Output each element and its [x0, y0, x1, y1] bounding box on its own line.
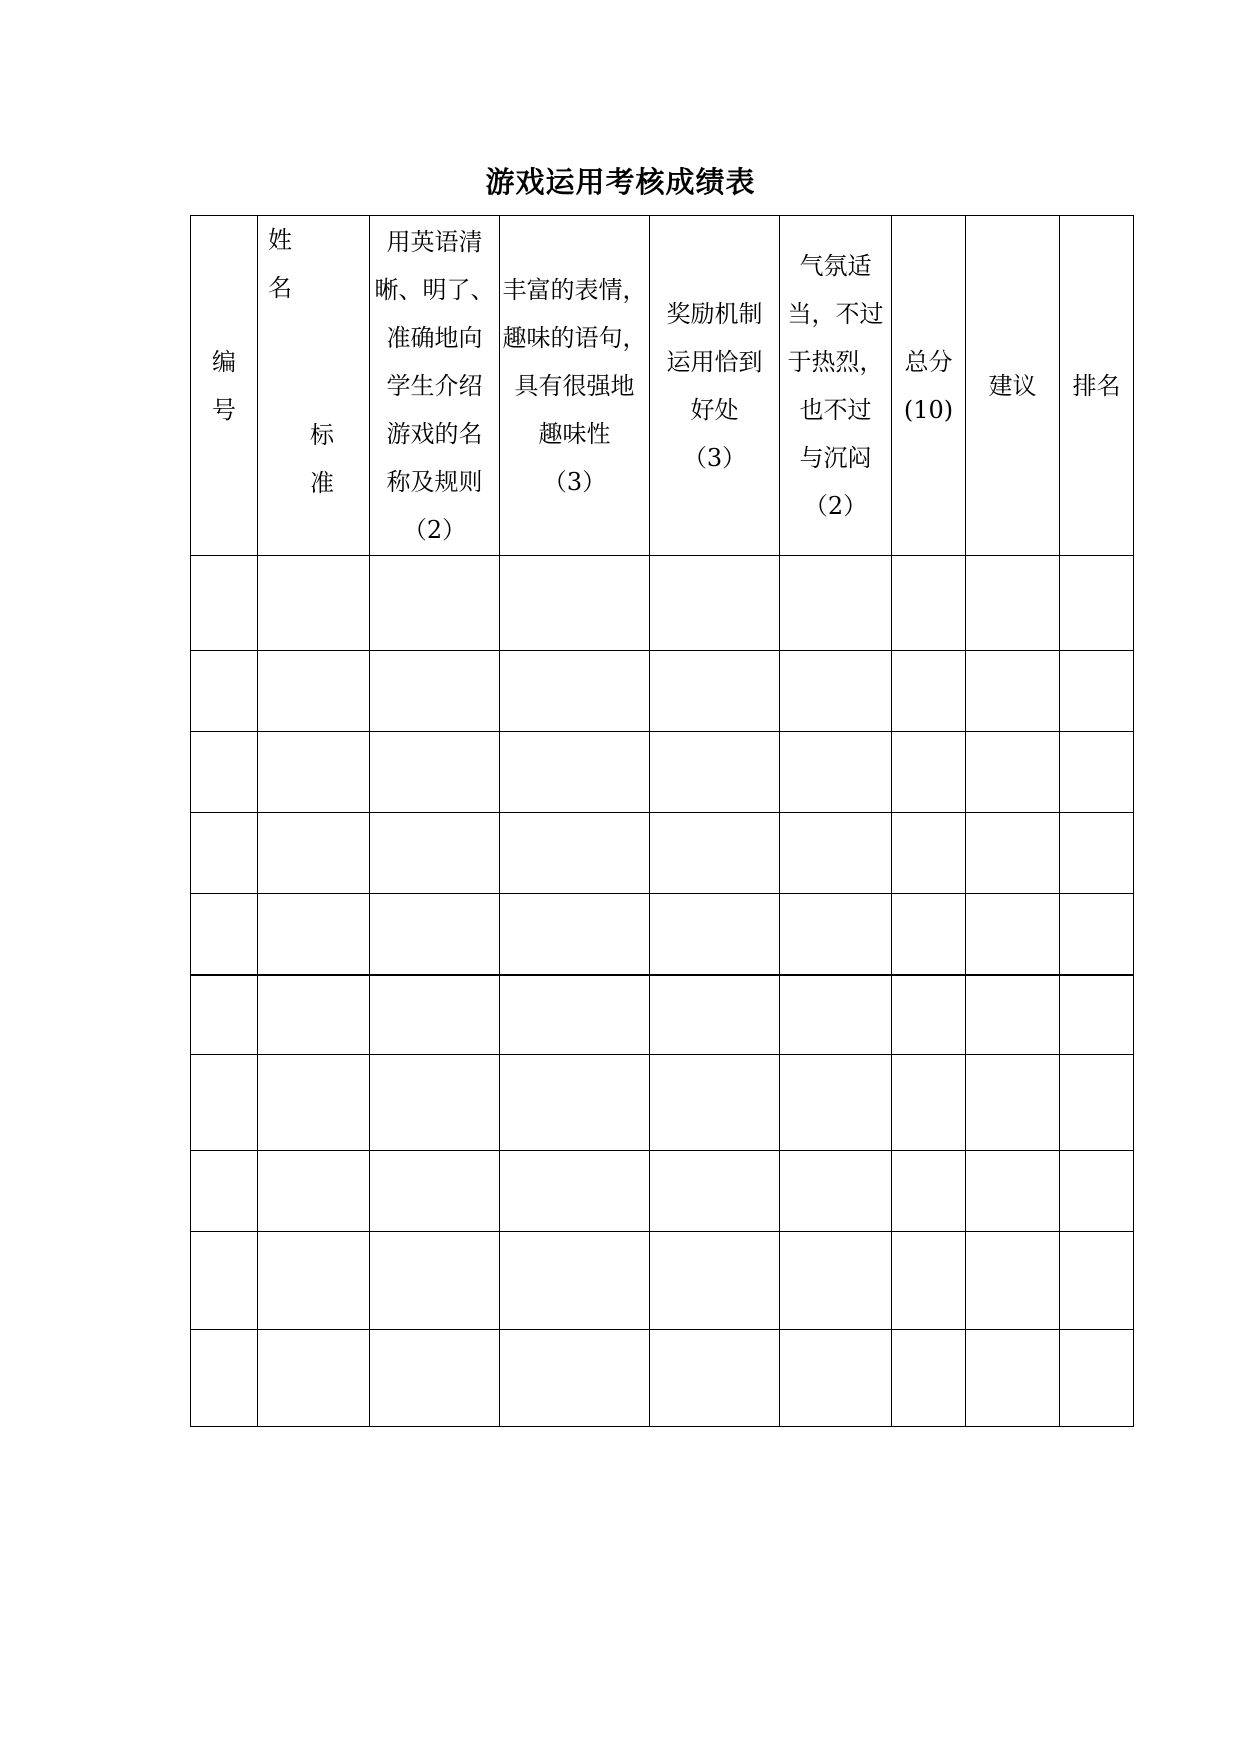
- table-body: [191, 556, 1134, 1427]
- cell-criterion-3[interactable]: [650, 651, 780, 732]
- table-row: [191, 732, 1134, 813]
- cell-criterion-1[interactable]: [370, 1232, 500, 1330]
- cell-rank[interactable]: [1060, 975, 1134, 1055]
- cell-total[interactable]: [892, 556, 966, 651]
- cell-name[interactable]: [258, 894, 370, 975]
- cell-name[interactable]: [258, 556, 370, 651]
- header-standard: 标 准: [310, 421, 334, 497]
- cell-number[interactable]: [191, 732, 258, 813]
- cell-suggestion[interactable]: [966, 1232, 1060, 1330]
- cell-criterion-3[interactable]: [650, 894, 780, 975]
- cell-criterion-4[interactable]: [780, 975, 892, 1055]
- header-row: [191, 216, 1134, 556]
- cell-number[interactable]: [191, 651, 258, 732]
- cell-number[interactable]: [191, 1232, 258, 1330]
- cell-criterion-3[interactable]: [650, 1151, 780, 1232]
- page-title: 游戏运用考核成绩表: [485, 165, 756, 199]
- cell-suggestion[interactable]: [966, 975, 1060, 1055]
- cell-criterion-2[interactable]: [500, 1151, 650, 1232]
- cell-criterion-1[interactable]: [370, 1151, 500, 1232]
- table-row: [191, 975, 1134, 1055]
- cell-suggestion[interactable]: [966, 1055, 1060, 1151]
- cell-criterion-1[interactable]: [370, 894, 500, 975]
- cell-number[interactable]: [191, 556, 258, 651]
- header-name: 姓 名: [268, 226, 292, 302]
- cell-criterion-4[interactable]: [780, 894, 892, 975]
- cell-name[interactable]: [258, 975, 370, 1055]
- cell-rank[interactable]: [1060, 732, 1134, 813]
- cell-name[interactable]: [258, 813, 370, 894]
- cell-criterion-1[interactable]: [370, 732, 500, 813]
- cell-criterion-3[interactable]: [650, 1232, 780, 1330]
- table-row: [191, 1232, 1134, 1330]
- cell-criterion-3[interactable]: [650, 1330, 780, 1427]
- cell-criterion-2[interactable]: [500, 651, 650, 732]
- table-row: [191, 1055, 1134, 1151]
- cell-suggestion[interactable]: [966, 732, 1060, 813]
- cell-suggestion[interactable]: [966, 651, 1060, 732]
- cell-criterion-4[interactable]: [780, 556, 892, 651]
- cell-total[interactable]: [892, 651, 966, 732]
- cell-criterion-2[interactable]: [500, 1330, 650, 1427]
- header-criterion-2: 丰富的表情， 趣味的语句， 具有很强地 趣味性 （3）: [500, 216, 650, 556]
- cell-total[interactable]: [892, 732, 966, 813]
- header-suggestion: 建议: [966, 216, 1060, 556]
- table-row: [191, 651, 1134, 732]
- table-row: [191, 1151, 1134, 1232]
- cell-name[interactable]: [258, 1151, 370, 1232]
- table-row: [191, 813, 1134, 894]
- score-table: [190, 215, 1134, 1427]
- cell-criterion-2[interactable]: [500, 1055, 650, 1151]
- cell-name[interactable]: [258, 1232, 370, 1330]
- cell-criterion-1[interactable]: [370, 975, 500, 1055]
- cell-criterion-1[interactable]: [370, 1055, 500, 1151]
- cell-criterion-2[interactable]: [500, 975, 650, 1055]
- header-criterion-3: 奖励机制 运用恰到 好处 （3）: [650, 216, 780, 556]
- header-number: 编 号: [191, 216, 258, 556]
- cell-criterion-2[interactable]: [500, 894, 650, 975]
- cell-criterion-3[interactable]: [650, 813, 780, 894]
- cell-suggestion[interactable]: [966, 1151, 1060, 1232]
- cell-name[interactable]: [258, 732, 370, 813]
- cell-number[interactable]: [191, 813, 258, 894]
- cell-rank[interactable]: [1060, 894, 1134, 975]
- cell-criterion-2[interactable]: [500, 732, 650, 813]
- cell-criterion-2[interactable]: [500, 556, 650, 651]
- cell-suggestion[interactable]: [966, 813, 1060, 894]
- cell-criterion-1[interactable]: [370, 556, 500, 651]
- cell-criterion-1[interactable]: [370, 1330, 500, 1427]
- cell-criterion-4[interactable]: [780, 651, 892, 732]
- cell-criterion-4[interactable]: [780, 1055, 892, 1151]
- cell-number[interactable]: [191, 1151, 258, 1232]
- cell-total[interactable]: [892, 1055, 966, 1151]
- cell-rank[interactable]: [1060, 1232, 1134, 1330]
- cell-criterion-3[interactable]: [650, 975, 780, 1055]
- cell-criterion-3[interactable]: [650, 732, 780, 813]
- cell-criterion-4[interactable]: [780, 1232, 892, 1330]
- cell-rank[interactable]: [1060, 1330, 1134, 1427]
- cell-name[interactable]: [258, 1055, 370, 1151]
- cell-criterion-2[interactable]: [500, 813, 650, 894]
- cell-number[interactable]: [191, 894, 258, 975]
- cell-criterion-4[interactable]: [780, 1151, 892, 1232]
- table-row: [191, 1330, 1134, 1427]
- cell-rank[interactable]: [1060, 1055, 1134, 1151]
- cell-suggestion[interactable]: [966, 556, 1060, 651]
- cell-number[interactable]: [191, 1055, 258, 1151]
- cell-name[interactable]: [258, 1330, 370, 1427]
- cell-criterion-2[interactable]: [500, 1232, 650, 1330]
- cell-criterion-1[interactable]: [370, 813, 500, 894]
- cell-criterion-3[interactable]: [650, 1055, 780, 1151]
- cell-rank[interactable]: [1060, 1151, 1134, 1232]
- header-criterion-4: 气氛适 当，不过 于热烈， 也不过 与沉闷 （2）: [780, 216, 892, 556]
- table-row: [191, 894, 1134, 975]
- header-total: 总分 (10): [892, 216, 966, 556]
- cell-criterion-4[interactable]: [780, 732, 892, 813]
- cell-total[interactable]: [892, 894, 966, 975]
- cell-total[interactable]: [892, 813, 966, 894]
- cell-rank[interactable]: [1060, 651, 1134, 732]
- cell-name[interactable]: [258, 651, 370, 732]
- cell-total[interactable]: [892, 1232, 966, 1330]
- cell-total[interactable]: [892, 975, 966, 1055]
- cell-suggestion[interactable]: [966, 894, 1060, 975]
- cell-criterion-4[interactable]: [780, 1330, 892, 1427]
- cell-criterion-3[interactable]: [650, 556, 780, 651]
- cell-suggestion[interactable]: [966, 1330, 1060, 1427]
- cell-total[interactable]: [892, 1151, 966, 1232]
- cell-number[interactable]: [191, 975, 258, 1055]
- cell-rank[interactable]: [1060, 556, 1134, 651]
- header-criterion-1: 用英语清 晰、明了、 准确地向 学生介绍 游戏的名 称及规则 （2）: [370, 216, 500, 556]
- header-name-standard: [258, 216, 370, 556]
- cell-total[interactable]: [892, 1330, 966, 1427]
- cell-criterion-4[interactable]: [780, 813, 892, 894]
- cell-number[interactable]: [191, 1330, 258, 1427]
- table-row: [191, 556, 1134, 651]
- header-rank: 排名: [1060, 216, 1134, 556]
- cell-criterion-1[interactable]: [370, 651, 500, 732]
- cell-rank[interactable]: [1060, 813, 1134, 894]
